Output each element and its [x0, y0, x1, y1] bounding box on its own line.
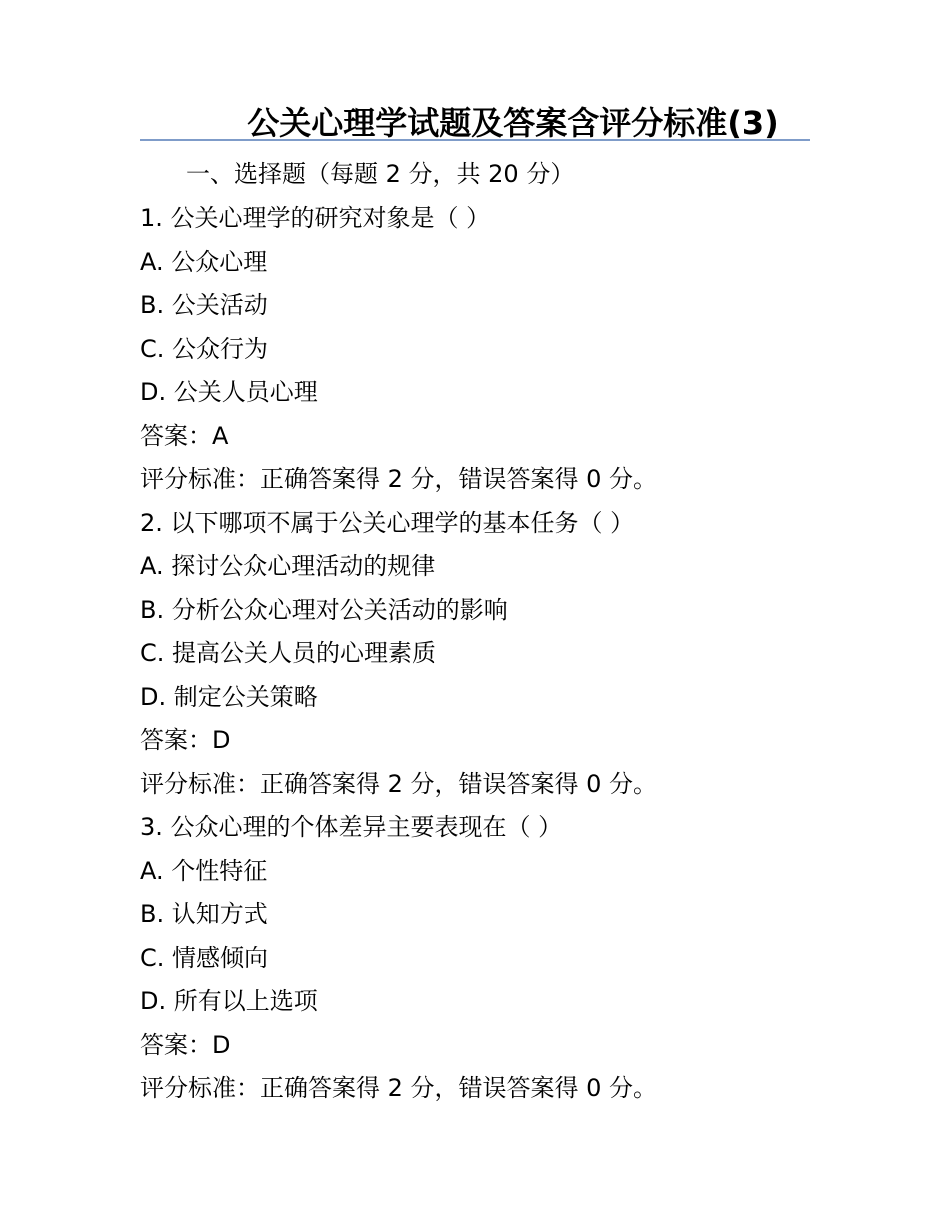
section-heading: 一、选择题（每题 2 分，共 20 分）	[186, 160, 575, 188]
question-option: A. 公众心理	[140, 247, 268, 276]
title-underline	[140, 139, 810, 141]
question-option: B. 分析公众心理对公关活动的影响	[140, 595, 508, 624]
question-option: D. 制定公关策略	[140, 682, 318, 711]
question-answer: 答案：D	[140, 726, 231, 754]
question-scoring: 评分标准：正确答案得 2 分，错误答案得 0 分。	[140, 465, 658, 493]
document-title: 公关心理学试题及答案含评分标准(3)	[247, 104, 779, 142]
question-option: C. 情感倾向	[140, 943, 269, 972]
question-option: C. 提高公关人员的心理素质	[140, 639, 437, 667]
question-stem: 2. 以下哪项不属于公关心理学的基本任务（ ）	[140, 508, 635, 537]
question-answer: 答案：D	[140, 1030, 231, 1059]
question-option: D. 公关人员心理	[140, 378, 318, 406]
question-list	[140, 200, 820, 1114]
question-scoring: 评分标准：正确答案得 2 分，错误答案得 0 分。	[140, 1074, 658, 1102]
question-option: A. 个性特征	[140, 856, 268, 885]
question-option: B. 公关活动	[140, 291, 268, 319]
question-answer: 答案：A	[140, 421, 229, 450]
question-option: D. 所有以上选项	[140, 987, 318, 1015]
question-stem: 3. 公众心理的个体差异主要表现在（ ）	[140, 813, 563, 841]
question-option: B. 认知方式	[140, 900, 268, 928]
question-option: C. 公众行为	[140, 334, 269, 363]
question-option: A. 探讨公众心理活动的规律	[140, 552, 436, 580]
question-scoring: 评分标准：正确答案得 2 分，错误答案得 0 分。	[140, 769, 658, 798]
question-stem: 1. 公关心理学的研究对象是（ ）	[140, 204, 491, 232]
